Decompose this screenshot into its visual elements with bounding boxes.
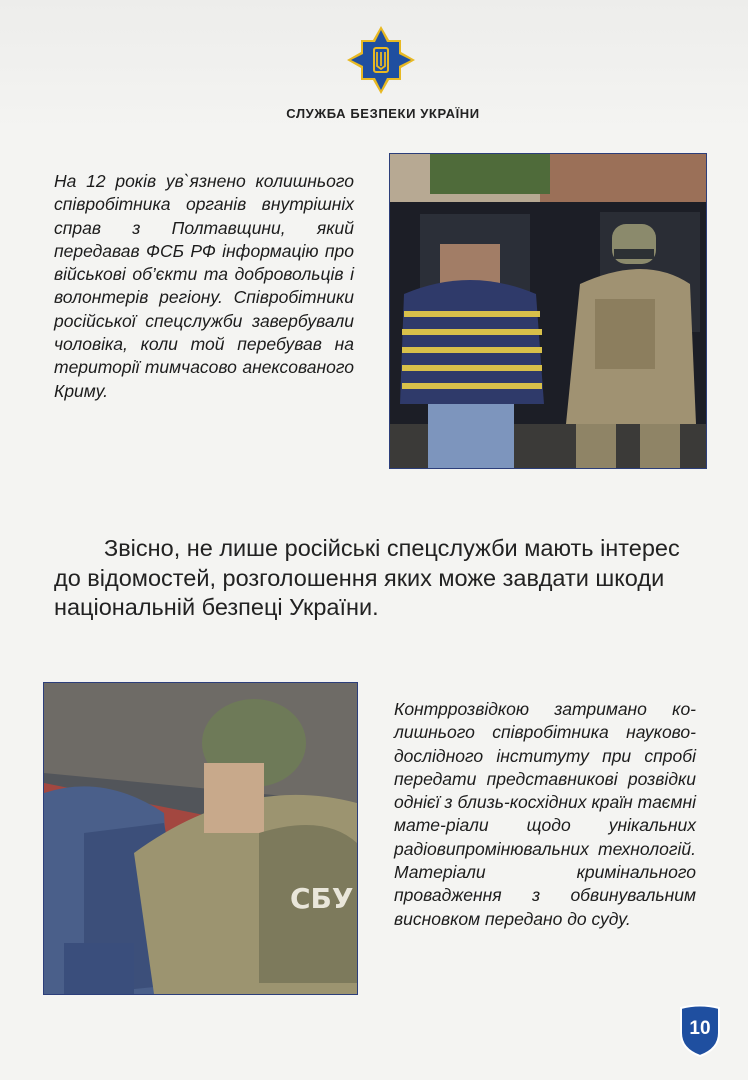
- arrest-photo-1: [389, 153, 707, 469]
- page-number: 10: [689, 1018, 711, 1039]
- arrest-photo-2: [43, 682, 358, 995]
- organization-name: СЛУЖБА БЕЗПЕКИ УКРАЇНИ: [286, 106, 480, 121]
- article-2-text: Контррозвідкою затримано ко-лишнього співробітника науково-дослідного інституту при спробі передати представникові розвідки однієї з близь-косхідних країн таємні мате-ріали щодо унікальних радіовипромінювальних технологій. Матеріали кримінального провадження з обвинувальним висновком передано до суду.: [394, 699, 696, 929]
- sbu-emblem-icon: [347, 26, 415, 94]
- vest-label: СБУ: [290, 882, 354, 915]
- article-1-text: На 12 років ув`язнено колишнього співробітника органів внутрішніх справ з Полтавщини, який передавав ФСБ РФ інформацію про військові об’єкти та добровольців і волонтерів регіону. Співробітники російської спецслужби завербували чоловіка, коли той перебував на території тимчасово анексованого Криму.: [54, 171, 354, 401]
- statement-text: Звісно, не лише російські спецслужби мають інтерес до відомостей, розголошення яких може завдати шкоди національній безпеці України.: [54, 535, 680, 620]
